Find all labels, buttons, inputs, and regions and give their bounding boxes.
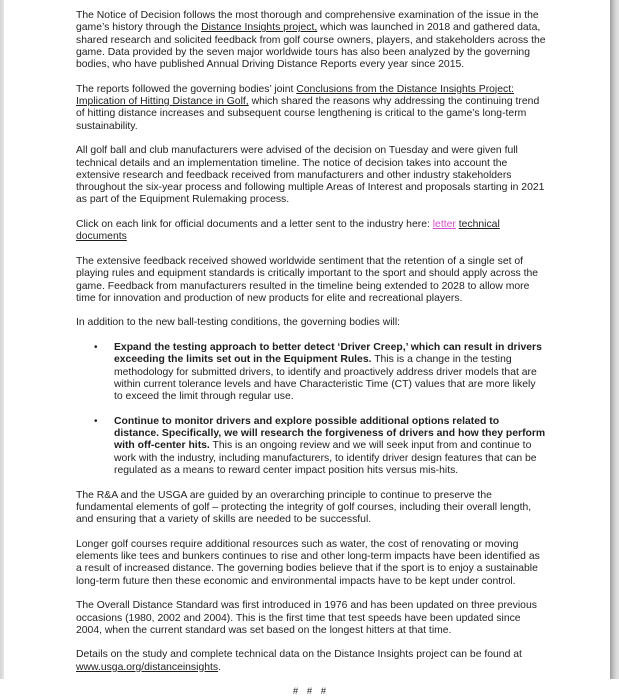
document-page (76, 10, 546, 699)
letter-link[interactable]: letter (432, 219, 456, 231)
paragraph-longer-courses: Longer golf courses require additional resources such as water, the cost of renovating or moving elements like tees and bunkers continues to rise and other long-term impacts have been identified as a result of increased distance. The governing bodies believe that if the sport is to enjoy a sustainable long-term future then these economic and environmental impacts have to be kept under control. (76, 538, 540, 587)
paragraph-details: Details on the study and complete technical data on the Distance Insights project can be found at www.usga.org/distanceinsights. (76, 649, 522, 673)
paragraph-reports: The reports followed the governing bodies’ joint Conclusions from the Distance Insights Project: Implication of Hitting Distance in Golf, which shared the reasons why addressing the continuing trend of hitting distance increases and subsequent course lengthening is critical to the game’s long-term sustainability. (76, 83, 540, 132)
page-edge-left (0, 0, 4, 679)
paragraph-distance-standard: The Overall Distance Standard was first introduced in 1976 and has been updated on three previous occasions (1980, 2002 and 2004). This is the first time that test speeds have been updated since 2004, when the current standard was set based on the longest hitters at that time. (76, 600, 537, 636)
usga-distance-insights-link[interactable]: www.usga.org/distanceinsights (76, 661, 219, 673)
paragraph-principle: The R&A and the USGA are guided by an overarching principle to continue to preserve the fundamental elements of golf – protecting the integrity of golf courses, including their overall length, and ensuring that a variety of skills are needed to be successful. (76, 489, 532, 526)
list-item: • Expand the testing approach to better detect ‘Driver Creep,’ which can result in drivers exceeding the limits set out in the Equipment Rules. This is a change in the testing methodology for submitted drivers, to identify and proactively address driver models that are within current tolerance levels and have Characteristic Time (CT) values that are more likely to exceed the limit through regular use. (94, 342, 542, 403)
actions-list (76, 342, 546, 477)
paragraph-in-addition: In addition to the new ball-testing conditions, the governing bodies will: (76, 317, 401, 329)
paragraph-notice-of-decision: The Notice of Decision follows the most thorough and comprehensive examination of the issue in the game’s history through the Distance Insights project, which was launched in 2018 and gathered data, shared research and solicited feedback from golf course owners, players, and stakeholders across the game. Data provided by the seven major worldwide tours has also been analyzed by the governing bodies, who have published Annual Driving Distance Reports every year since 2015. (76, 10, 546, 71)
list-item: • Continue to monitor drivers and explore possible additional options related to distance. Specifically, we will research the forgiveness of drivers and how they perform with off-center hits. This is an ongoing review and we will seek input from and continue to work with the industry, including manufacturers, to identify driver design features that can be regulated as a means to reward center impact position hits versus mis-hits. (94, 415, 546, 476)
paragraph-links: Click on each link for official documents and a letter sent to the industry here: letter technical documents (76, 219, 500, 243)
paragraph-feedback: The extensive feedback received showed worldwide sentiment that the retention of a single set of playing rules and equipment standards is critically important to the sport and should apply across the game. Feedback from manufacturers resulted in the timeline being extended to 2028 to allow more time for innovation and production of new products for elite and recreational players. (76, 255, 539, 304)
end-mark: # # # (292, 686, 330, 698)
paragraph-manufacturers-advised: All golf ball and club manufacturers were advised of the decision on Tuesday and were given full technical details and an implementation timeline. The notice of decision takes into account the extensive research and feedback received from manufacturers and other industry stakeholders throughout the six-year process and following multiple Areas of Interest and proposals starting in 2021 as part of the Equipment Rulemaking process. (76, 145, 545, 206)
bullet-icon: • (94, 342, 98, 354)
page-edge-right (610, 0, 619, 679)
bullet-icon: • (94, 415, 98, 427)
technical-documents-link[interactable]: technical documents (76, 219, 500, 243)
distance-insights-link[interactable]: Distance Insights project, (201, 22, 318, 34)
conclusions-link[interactable]: Conclusions from the Distance Insights Project: Implication of Hitting Distance in Golf, (76, 83, 514, 108)
